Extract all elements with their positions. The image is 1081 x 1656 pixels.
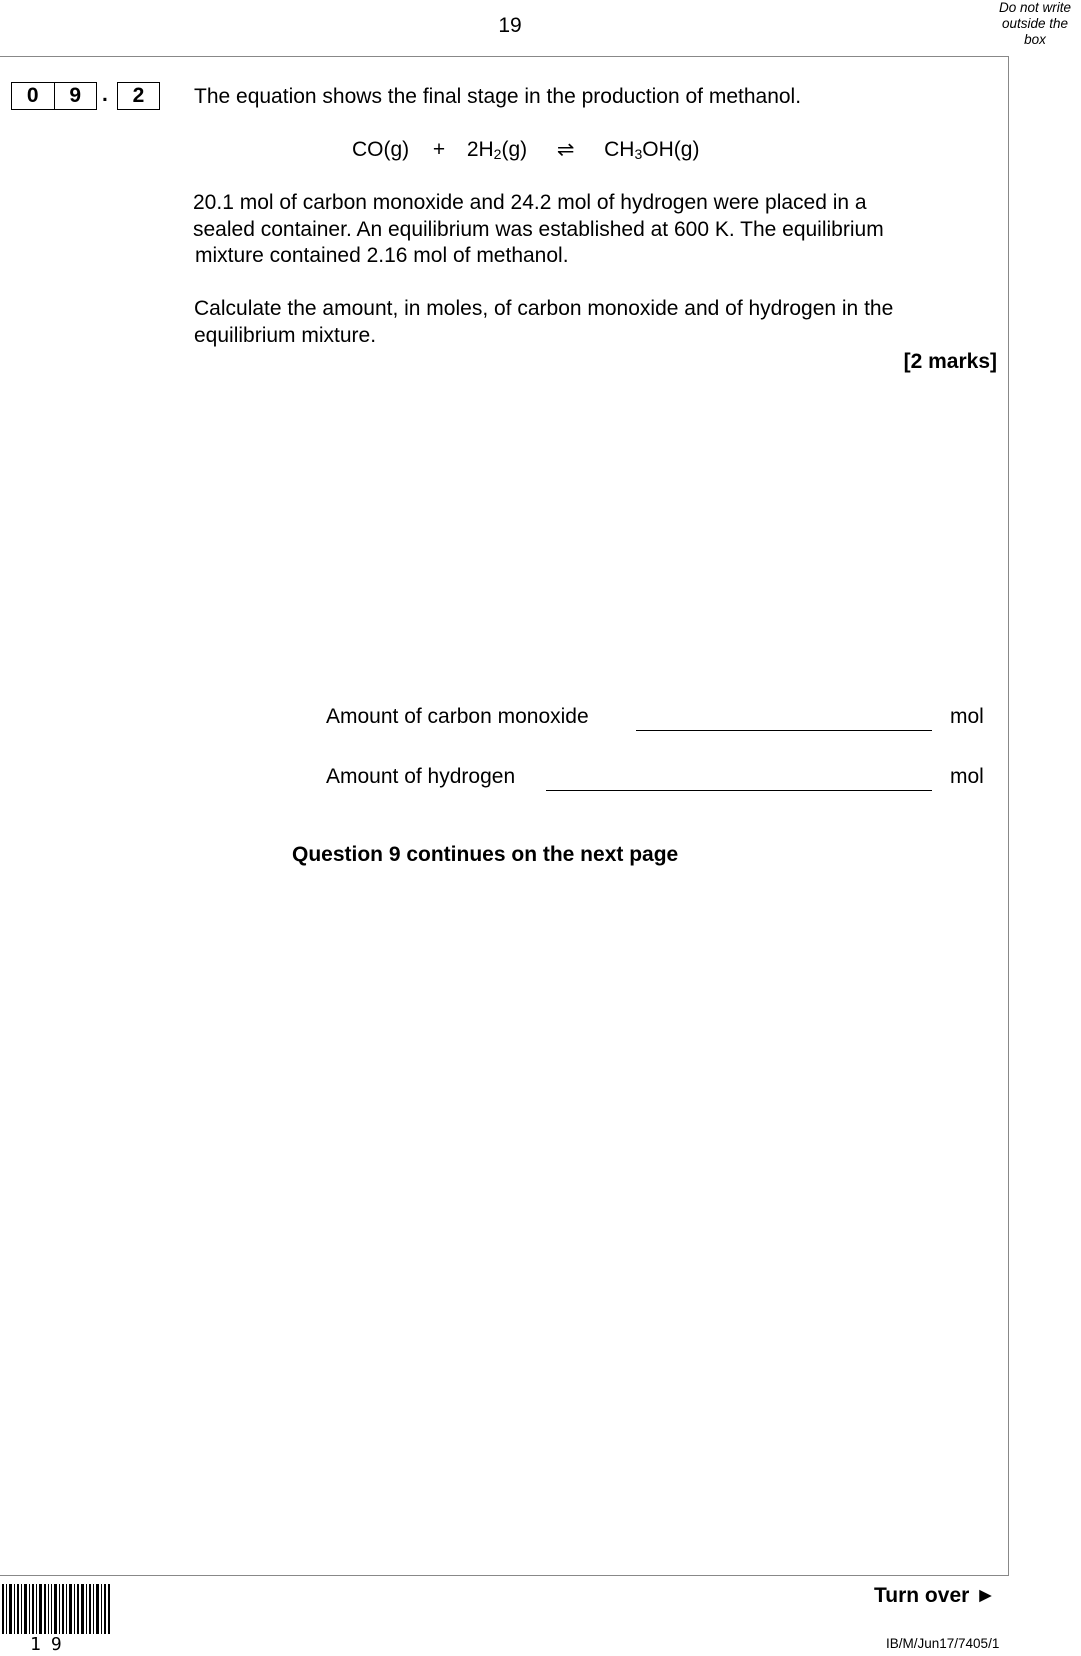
equation-plus: + (432, 138, 446, 161)
equilibrium-arrow-icon: ⇌ (556, 138, 575, 161)
page-number: 19 (498, 14, 522, 37)
task-line: Calculate the amount, in moles, of carbon monoxide and of hydrogen in the (194, 297, 894, 320)
equation-reactant-h2: $2H_2(g)$ (466, 138, 528, 162)
question-number-digit: 0 (26, 84, 39, 107)
continues-note: Question 9 continues on the next page (292, 843, 679, 866)
question-number-digit: 9 (54, 83, 97, 109)
task-line: equilibrium mixture. (194, 324, 377, 347)
paper-code: IB/M/Jun17/7405/1 (886, 1636, 1000, 1651)
barcode-icon (0, 1584, 112, 1634)
question-intro: The equation shows the final stage in the production of methanol. (194, 85, 802, 108)
margin-note-line: outside the (1001, 16, 1069, 31)
margin-note (990, 0, 1080, 48)
question-part-box: 2 (117, 82, 160, 110)
question-number-box (11, 82, 97, 110)
margin-note-line: Do not write (998, 0, 1072, 15)
equation-reactant-co: CO(g) (352, 138, 410, 161)
answer-unit: mol (950, 705, 984, 728)
question-number-separator: . (102, 83, 108, 106)
paragraph-line: sealed container. An equilibrium was established at 600 K. The equilibrium (193, 218, 884, 241)
answer-box-border (0, 56, 1009, 1576)
answer-line-carbon-monoxide[interactable] (636, 730, 932, 731)
paragraph-line: 20.1 mol of carbon monoxide and 24.2 mol of hydrogen were placed in a (193, 191, 867, 214)
margin-note-line: box (1024, 32, 1046, 47)
paragraph-line: mixture contained 2.16 mol of methanol. (195, 244, 569, 267)
answer-label-hydrogen: Amount of hydrogen (326, 765, 516, 788)
answer-label-carbon-monoxide: Amount of carbon monoxide (326, 705, 589, 728)
barcode-digits: 19 (30, 1634, 72, 1655)
marks-label: [2 marks] (903, 350, 997, 373)
answer-line-hydrogen[interactable] (546, 790, 932, 791)
turn-over-label: Turn over ► (874, 1584, 996, 1607)
answer-unit: mol (950, 765, 984, 788)
chemical-equation (352, 137, 699, 163)
equation-product-methanol: $CH_3OH(g)$ (604, 138, 700, 162)
